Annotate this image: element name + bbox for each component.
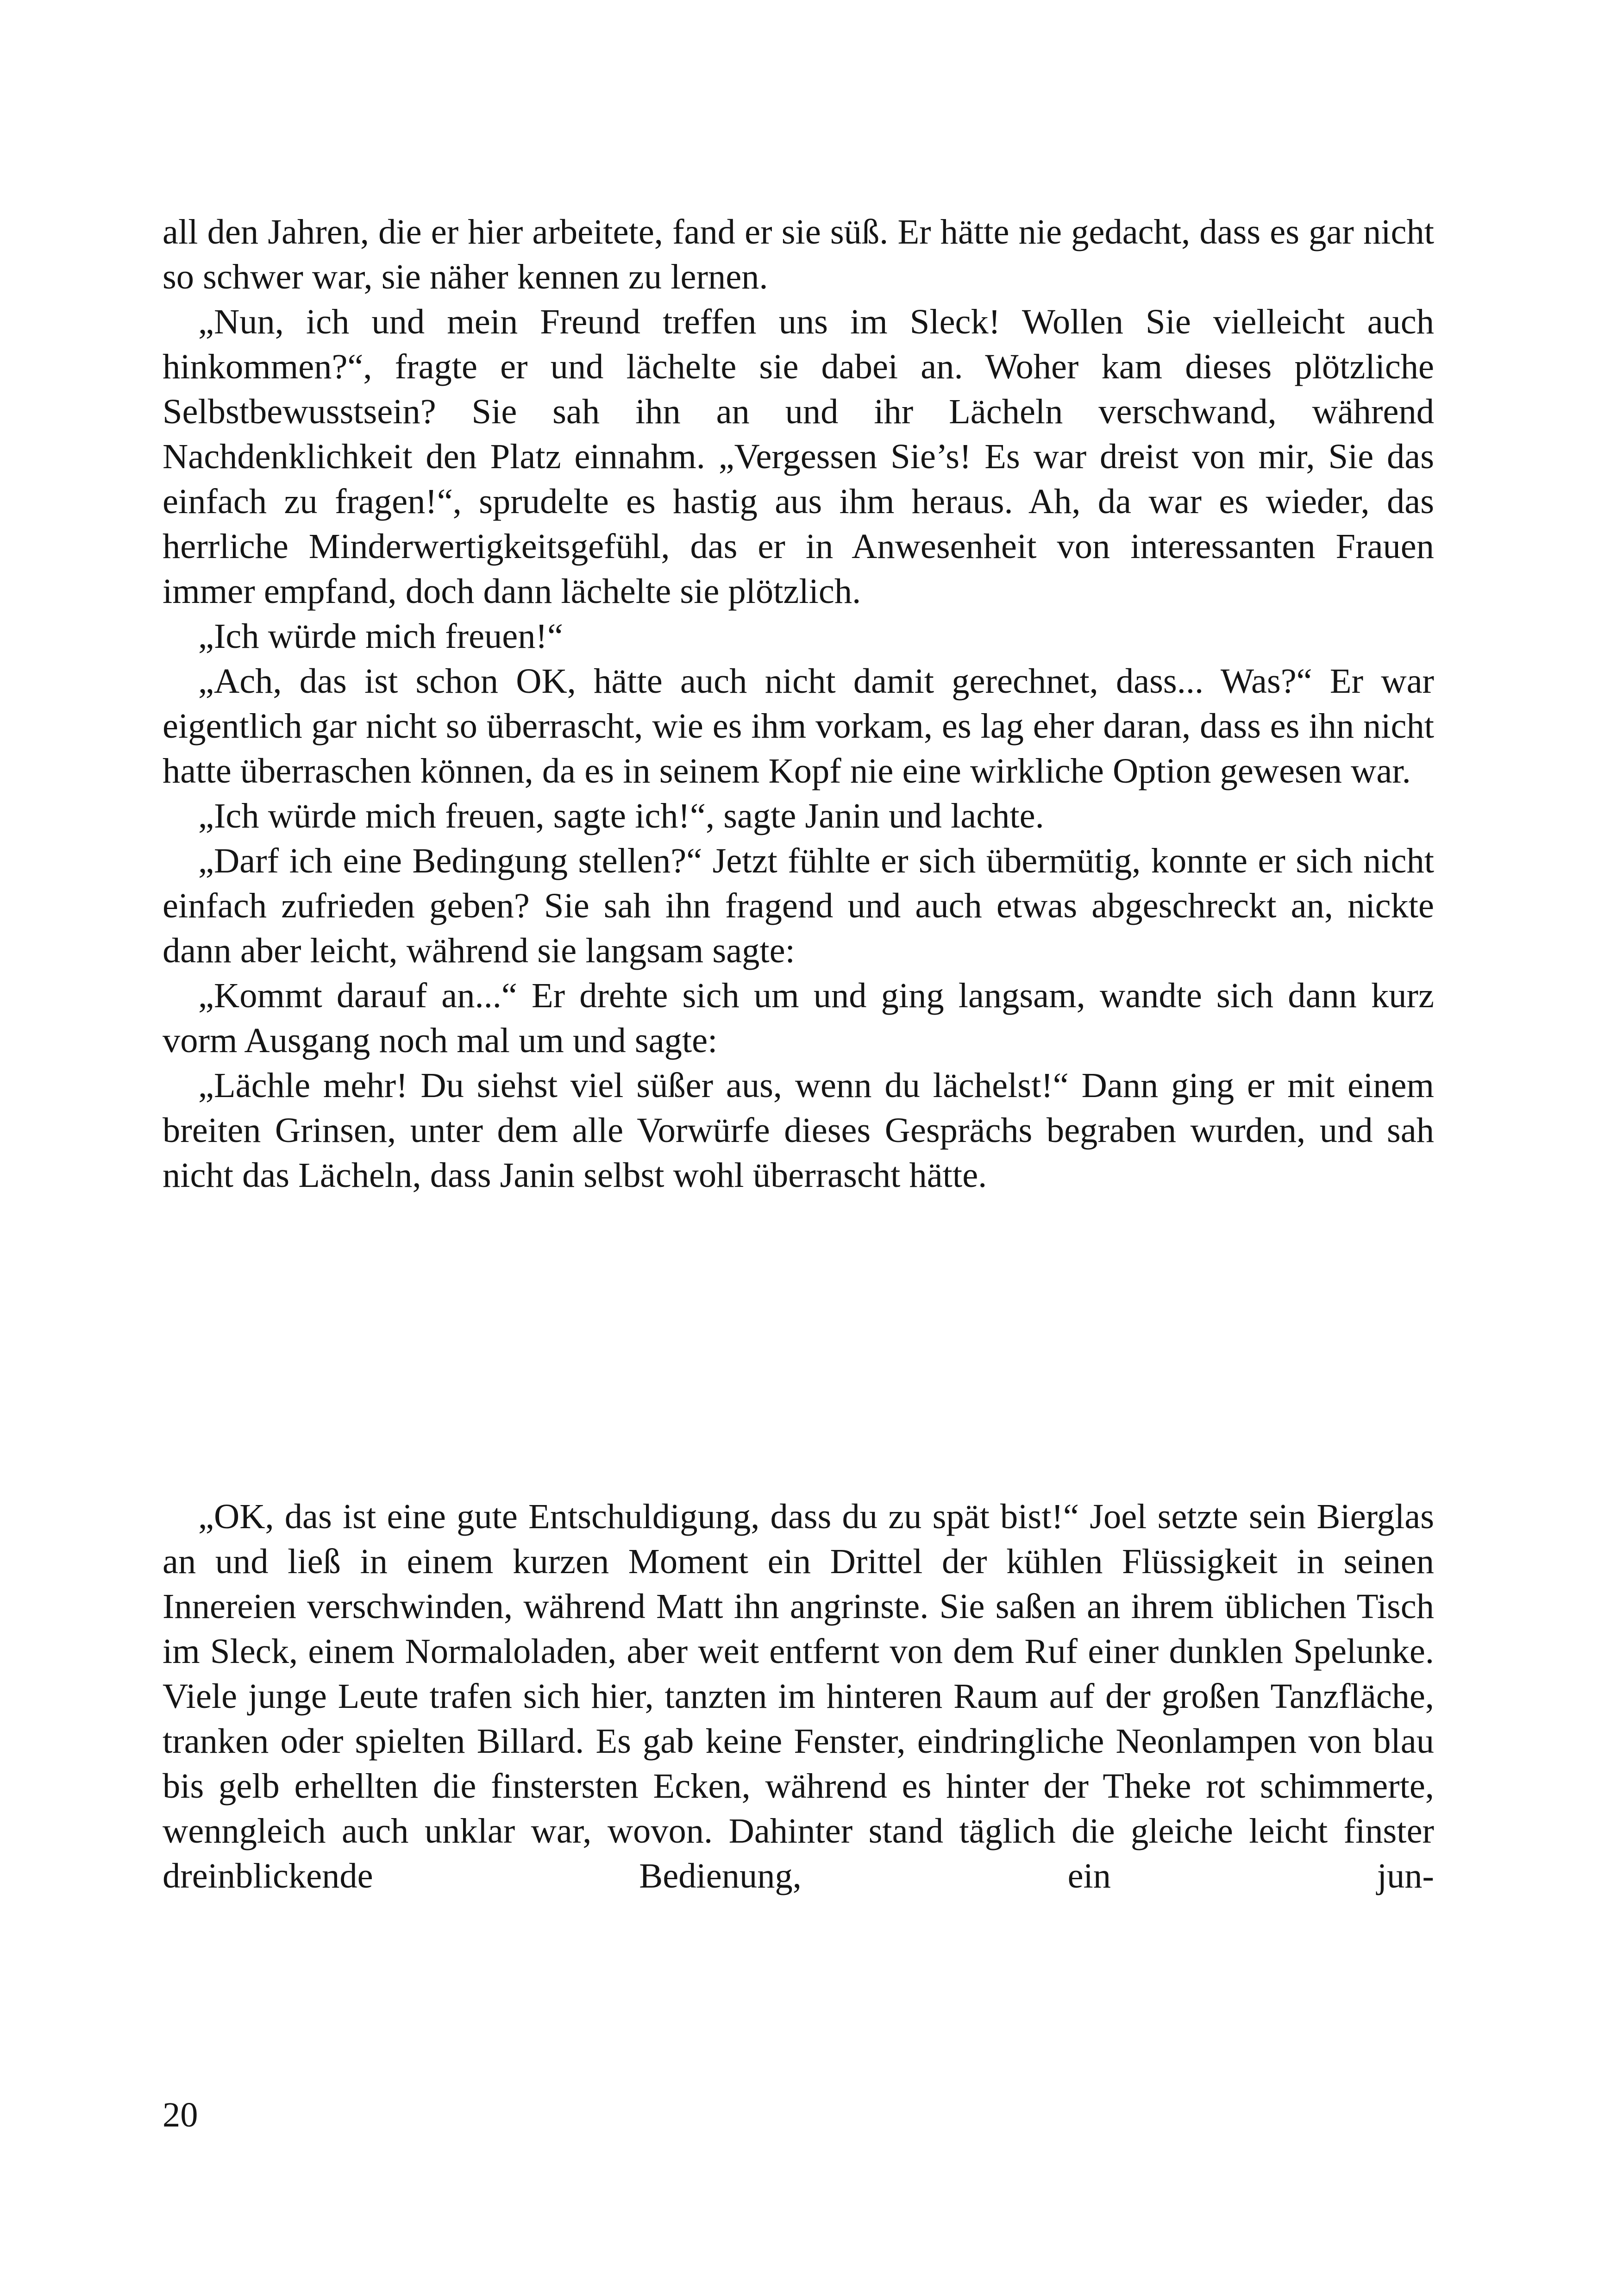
paragraph: „Darf ich eine Bedingung stellen?“ Jetzt fühlte er sich übermütig, konnte er sich nicht einfach zufrieden geben? Sie sah ihn fragend und auch etwas abgeschreckt an, nickte dann aber leicht, während sie langsam sagte: [163, 841, 1434, 970]
paragraph: „Kommt darauf an...“ Er drehte sich um und ging langsam, wandte sich dann kurz vorm Ausgang noch mal um und sagte: [163, 976, 1434, 1060]
paragraph: „Lächle mehr! Du siehst viel süßer aus, wenn du lächelst!“ Dann ging er mit einem breiten Grinsen, unter dem alle Vorwürfe dieses Gesprächs begraben wurden, und sah nicht das Lächeln, dass Janin selbst wohl überrascht hätte. [163, 1066, 1434, 1195]
paragraph: „Ach, das ist schon OK, hätte auch nicht damit gerechnet, dass... Was?“ Er war eigentlich gar nicht so überrascht, wie es ihm vorkam, es lag eher daran, dass es ihn nicht hatte überraschen können, da es in seinem Kopf nie eine wirkliche Option gewesen war. [163, 661, 1434, 790]
page-number: 20 [163, 2095, 198, 2134]
paragraph: „Ich würde mich freuen!“ [198, 616, 563, 656]
text-section-1 [163, 209, 1434, 1198]
paragraph: „Nun, ich und mein Freund treffen uns im Sleck! Wollen Sie vielleicht auch hinkommen?“, fragte er und lächelte sie dabei an. Woher kam dieses plötzliche Selbstbewusstsein? Sie sah ihn an und ihr Lächeln verschwand, während Nachdenklichkeit den Platz einnahm. „Vergessen Sie’s! Es war dreist von mir, Sie das einfach zu fragen!“, sprudelte es hastig aus ihm heraus. Ah, da war es wieder, das herrliche Minderwertigkeitsgefühl, das er in Anwesenheit von interessanten Frauen immer empfand, doch dann lächelte sie plötzlich. [163, 302, 1434, 611]
paragraph: „Ich würde mich freuen, sagte ich!“, sagte Janin und lachte. [198, 796, 1044, 835]
paragraph-continuation: all den Jahren, die er hier arbeitete, fand er sie süß. Er hätte nie gedacht, dass es gar nicht so schwer war, sie näher kennen zu lernen. [163, 212, 1434, 296]
paragraph: „OK, das ist eine gute Entschuldigung, dass du zu spät bist!“ Joel setzte sein Bierglas an und ließ in einem kurzen Moment ein Drittel der kühlen Flüssigkeit in seinen Innereien verschwinden, während Matt ihn angrinste. Sie saßen an ihrem üblichen Tisch im Sleck, einem Normaloladen, aber weit entfernt von dem Ruf einer dunklen Spelunke. Viele junge Leute trafen sich hier, tanzten im hinteren Raum auf der großen Tanzfläche, tranken oder spielten Billard. Es gab keine Fenster, eindringliche Neonlampen von blau bis gelb erhellten die finstersten Ecken, während es hinter der Theke rot schimmerte, wenngleich auch unklar war, wovon. Dahinter stand täglich die gleiche leicht finster dreinblickende Bedienung, ein jun- [163, 1497, 1434, 1895]
text-section-2 [163, 1494, 1434, 1898]
